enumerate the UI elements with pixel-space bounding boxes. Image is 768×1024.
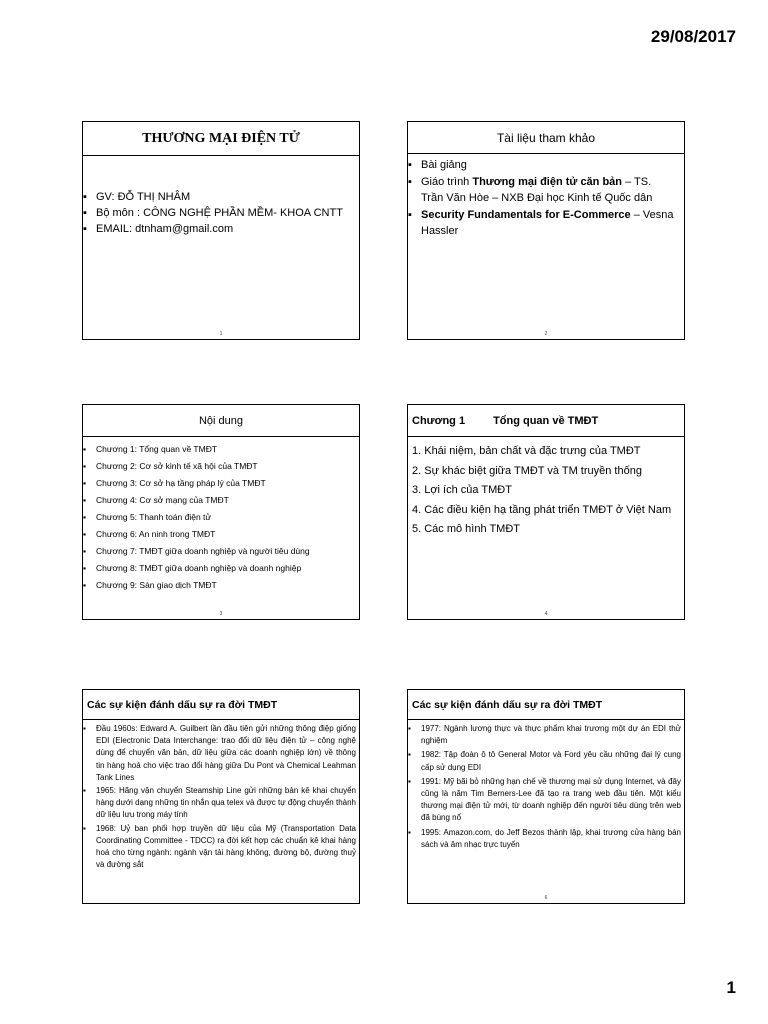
list-item: ▪ EMAIL: dtnham@gmail.com [83, 221, 359, 237]
list-item: ▪ Chương 4: Cơ sở mạng của TMĐT [83, 492, 359, 509]
list-item: ▪ Đầu 1960s: Edward A. Guilbert lần đầu tiên gửi những thông điệp giống EDI (Electronic Data Interchange: trao đổi dữ liệu điện tử – công nghệ dùng để chuyển văn bản, dữ liệu giữa các doanh nghiệp lớn) về thông tin hàng hoá cho việc trao đổi hàng giữa Du Pont và Chemical Leahman Tank Lines [83, 723, 356, 784]
list-item: 1. Khái niệm, bản chất và đặc trưng của TMĐT [412, 445, 641, 457]
list-item: ▪ 1995: Amazon.com, do Jeff Bezos thành lập, khai trương cửa hàng bán sách và âm nhạc trực tuyến [408, 827, 681, 851]
slide-2-title-text: Tài liệu tham khảo [496, 130, 596, 145]
slide-2 [407, 121, 685, 340]
list-item: ▪ Chương 3: Cơ sở hạ tầng pháp lý của TMĐT [83, 475, 359, 492]
list-item: ▪ Security Fundamentals for E-Commerce – Vesna Hassler [408, 207, 674, 239]
list-item: 3. Lợi ích của TMĐT [412, 484, 512, 496]
slide-5-title [83, 690, 359, 720]
date-header: 29/08/2017 [650, 27, 736, 46]
slide-2-title [408, 122, 684, 154]
list-item: 4. Các điều kiện hạ tầng phát triển TMĐT ở Việt Nam [412, 503, 672, 516]
slide-3-title-text: Nội dung [198, 414, 244, 427]
slide-5-title-text: Các sự kiện đánh dấu sự ra đời TMĐT [87, 698, 278, 711]
list-item: ▪ 1991: Mỹ bãi bỏ những hạn chế về thương mại sử dụng Internet, và đây cũng là năm Tim Berners-Lee đã tạo ra trang web đầu tiên. Một kiểu thương mại điện tử mới, từ doanh nghiệp đến người tiêu dùng trên web đã bùng nổ [408, 776, 681, 825]
slide-1-title [83, 122, 359, 156]
list-item: ▪ Bộ môn : CÔNG NGHỆ PHẦN MỀM- KHOA CNTT [83, 205, 359, 221]
slide-number: 4 [544, 611, 548, 617]
slide-4-title [408, 405, 684, 437]
slide-4 [407, 404, 685, 620]
slide-5 [82, 689, 360, 904]
slide-4-title-left: Chương 1 [412, 414, 466, 427]
list-item: ▪ 1965: Hãng vận chuyển Steamship Line gửi những bản kê khai chuyển hàng dưới dạng những tin nhắn qua telex và được tự động chuyển thành dữ liệu lưu trong máy tính [83, 785, 356, 822]
slide-number: 6 [544, 895, 548, 901]
list-item: ▪ Giáo trình Thương mại điện tử căn bản – TS. Trần Văn Hòe – NXB Đại học Kinh tế Quốc dân [408, 174, 674, 206]
list-item: ▪ GV: ĐỖ THỊ NHÂM [83, 189, 359, 205]
list-item: 5. Các mô hình TMĐT [412, 523, 520, 535]
list-item: ▪ 1968: Uỷ ban phối hợp truyền dữ liệu của Mỹ (Transportation Data Coordinating Committee - TDCC) ra đời kết hợp các chuẩn kê khai hàng hoá cho từng ngành: ngành vận tải hàng không, đường bộ, đường thuỷ và đường sắt [83, 823, 356, 872]
list-item: ▪ Chương 7: TMĐT giữa doanh nghiệp và người tiêu dùng [83, 543, 359, 560]
list-item: ▪ Chương 2: Cơ sở kinh tế xã hội của TMĐT [83, 458, 359, 475]
list-item: ▪ Chương 1: Tổng quan về TMĐT [83, 441, 359, 458]
list-item: ▪ Chương 6: An ninh trong TMĐT [83, 526, 359, 543]
slide-3-list [83, 441, 359, 594]
slide-number: 1 [219, 331, 223, 337]
slide-number: 2 [544, 331, 548, 337]
list-item: ▪ Bài giảng [408, 157, 674, 173]
slide-4-list [408, 442, 684, 540]
list-item: ▪ 1982: Tập đoàn ô tô General Motor và Ford yêu cầu những đại lý cung cấp sử dụng EDI [408, 749, 681, 773]
slide-6 [407, 689, 685, 904]
slide-1-list [83, 189, 359, 237]
slide-6-title-text: Các sự kiện đánh dấu sự ra đời TMĐT [412, 698, 603, 711]
slide-1-title-text: THƯƠNG MẠI ĐIỆN TỬ [142, 130, 300, 146]
list-item: ▪ Chương 8: TMĐT giữa doanh nghiệp và doanh nghiệp [83, 560, 359, 577]
list-item: ▪ Chương 5: Thanh toán điện tử [83, 509, 359, 526]
slide-4-title-right: Tổng quan về TMĐT [493, 414, 599, 427]
slide-2-list [408, 157, 684, 239]
slide-1 [82, 121, 360, 340]
page-number: 1 [726, 978, 736, 997]
slide-3 [82, 404, 360, 620]
slide-6-list [408, 723, 684, 851]
slide-number: 3 [219, 611, 223, 617]
slide-3-title [83, 405, 359, 437]
slide-5-list [83, 723, 359, 871]
slide-6-title [408, 690, 684, 720]
list-item: ▪ 1977: Ngành lương thực và thực phẩm khai trương một dự án EDI thử nghiệm [408, 723, 681, 747]
list-item: ▪ Chương 9: Sàn giao dịch TMĐT [83, 577, 359, 594]
list-item: 2. Sự khác biệt giữa TMĐT và TM truyền thống [412, 464, 642, 477]
